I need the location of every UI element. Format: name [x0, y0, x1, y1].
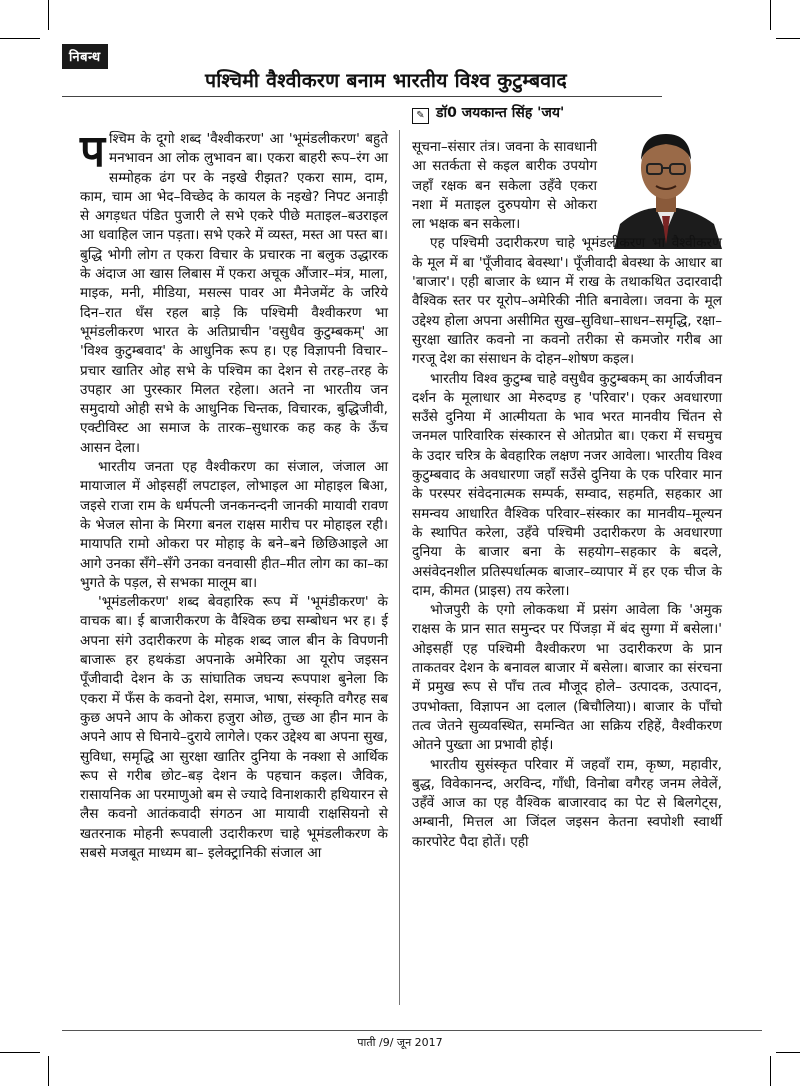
paragraph: भारतीय सुसंस्कृत परिवार में जहवाँ राम, कृष्ण, महावीर, बुद्ध, विवेकानन्द, अरविन्द, गाँधी, विनोबा वगैरह जनम लेवेलें, उहँवें आज का एह वैश्विक बाजारवाद का पेट से बिलगेट्स, अम्बानी, मित्तल आ जिंदल जइसन केतना स्वपोशी स्वार्थी कारपोरेट पैदा होतें। एही	[412, 756, 722, 850]
pen-icon: ✎	[412, 108, 429, 124]
crop-mark	[776, 1052, 800, 1053]
paragraph: भोजपुरी के एगो लोककथा में प्रसंग आवेला कि 'अमुक राक्षस के प्रान सात समुन्दर पर पिंजड़ा में बंद सुग्गा में बसेला।' ओइसहीं एह पश्चिमी वैश्वीकरण भा उदारीकरण के प्रान ताकतवर देशन के बनावल बाजार में बसेला। बाजार का संरचना में प्रमुख रूप से पाँच तत्व मौजूद होले– उत्पादक, उत्पादन, उपभोक्ता, विज्ञापन आ दलाल (बिचौलिया)। बाजार के पाँचो तत्व जेतने सुव्यवस्थित, समन्वित आ सक्रिय रहिहें, वैश्वीकरण ओतने पुख्ता आ प्रभावी होई।	[412, 602, 722, 754]
section-tag: निबन्ध	[62, 44, 108, 69]
column-divider	[399, 130, 400, 1005]
crop-mark	[0, 1052, 40, 1053]
paragraph: सूचना–संसार तंत्र। जवना के सावधानी आ सतर्कता से कइल बारीक उपयोग जहाँ रक्षक बन सकेला उहँवे एकरा नशा में मताइल दुरुपयोग से ओकरा ला भक्षक बन सकेला।	[412, 139, 597, 233]
crop-mark	[48, 0, 49, 30]
crop-mark	[48, 1056, 49, 1086]
paragraph: पश्चिम के दूगो शब्द 'वैश्वीकरण' आ 'भूमंडलीकरण' बहुते मनभावन आ लोक लुभावन बा। एकरा बाहरी रूप–रंग आ सम्मोहक ढंग पर के नइखे रीझत? एकरा साम, दाम, काम, चाम आ भेद–विच्छेद के कायल के नइखे? निपट अनाड़ी से अगड़धत पंडित पुजारी ले सभे एकरे पीछे मताइल–बउराइल आ धवाहिल जान पड़ता। सभे एकरे में व्यस्त, मस्त आ पस्त बा। बुद्धि भोगी लोग त एकरा विचार के प्रचारक ना बलुक उद्धारक के अंदाज आ खास लिबास में एकरा अचूक औंजार–मंत्र, माला, माइक, मनी, मीडिया, मसल्स पावर आ मैनेजमेंट के जरिये दिन–रात धँस रहल बाड़े कि पश्चिमी वैश्वीकरण भा भूमंडलीकरण भारत के अतिप्राचीन 'वसुधैव कुटुम्बकम्' आ 'विश्व कुटुम्बवाद' के आधुनिक रूप ह। एह विज्ञापनी विचार–प्रचार खातिर ओह सभे के पश्चिम का देशन से तरह–तरह के उपहार आ पुरस्कार मिलत रहेला। अतने ना भारतीय जन समुदायो ओही सभे के आधुनिक चिन्तक, विचारक, बुद्धिजीवी, एक्टीविस्ट आ समाज के तारक–सुधारक कह कह के ऊँच आसन देला।	[80, 126, 388, 456]
right-column	[412, 138, 722, 852]
paragraph: भारतीय जनता एह वैश्वीकरण का संजाल, जंजाल आ मायाजाल में ओइसहीं लपटाइल, लोभाइल आ मोहाइल बिआ, जइसे राजा राम के धर्मपत्नी जनकनन्दनी जानकी मायावी रावण के भेजल सोना के मिरगा बनल राक्षस मारीच पर मोहाइल रही। मायापति रामो ओकरा पर मोहाइ के बने–बने छिछिआइले आ आगे उनका सँगे–सँगे उनका वनवासी हीत–मीत लोग का का–का भुगते के पड़ल, से सभका मालूम बा।	[80, 459, 388, 591]
crop-mark	[776, 38, 800, 39]
paragraph: भारतीय विश्व कुटुम्ब चाहे वसुधैव कुटुम्बकम् का आर्यजीवन दर्शन के मूलाधार आ मेरुदण्ड ह 'परिवार'। एकर अवधारणा सउँसे दुनिया में आत्मीयता के भाव भरत मानवीय चिंतन से जनमल पारिवारिक संस्कारन से ओतप्रोत बा। एकरा में सचमुच के उदार चरित्र के बेवहारिक लक्षण नजर आवेला। भारतीय विश्व कुटुम्बवाद के अवधारणा जहाँ सउँसे दुनिया के एक परिवार मान के परस्पर संवेदनात्मक सम्पर्क, सम्वाद, सहमति, सहकार आ समन्वय आधारित वैश्विक परिवार–संस्कार का मानवीय–मूल्यन के स्थापित करेला, उहँवे पश्चिमी उदारीकरण के अवधारणा दुनिया के बाजार बना के सहयोग–सहकार के बदले, असंवेदनशील प्रतिस्पर्धात्मक बाजार–व्यापार में हर एक चीज के दाम, कीमत (प्राइस) तय करेला।	[412, 370, 722, 599]
article-title: पश्चिमी वैश्वीकरण बनाम भारतीय विश्व कुटुम्बवाद	[205, 69, 567, 92]
left-column	[80, 126, 388, 863]
crop-mark	[0, 38, 40, 39]
drop-cap: प	[80, 126, 105, 177]
crop-mark	[770, 0, 771, 30]
footer-rule	[62, 1030, 762, 1031]
crop-mark	[770, 1056, 771, 1086]
author-byline	[412, 103, 564, 124]
paragraph: एह पश्चिमी उदारीकरण चाहे भूमंडलीकरण भा वैश्वीकरण के मूल में बा 'पूँजीवाद बेवस्था'। पूँजीवादी बेवस्था के आधार बा 'बाजार'। एही बाजार के ध्यान में राख के तथाकथित उदारवादी वैश्विक स्तर पर यूरोप–अमेरिकी नीति बनावेला। जवना के मूल उद्देश्य होला अपना असीमित सुख–सुविधा–साधन–समृद्धि, रक्षा–सुरक्षा खातिर कवनो ना कवनो तरीका से कमजोर गरीब आ गरजू देश का संसाधन के दोहन–शोषण कइल।	[412, 235, 722, 368]
author-name: डॉ0 जयकान्त सिंह 'जय'	[436, 105, 565, 121]
page-footer: पाती /9/ जून 2017	[357, 1036, 443, 1049]
paragraph: 'भूमंडलीकरण' शब्द बेवहारिक रूप में 'भूमंडीकरण' के वाचक बा। ई बाजारीकरण के वैश्विक छद्म सम्बोधन भर ह। ई अपना संगे उदारीकरण के मोहक शब्द जाल बीन के विपणनी बाजारू हर हथकंडा अपनाके अमेरिका आ यूरोप जइसन पूँजीवादी देशन के ऊ सांघातिक जघन्य रूपपाश बुनेला कि एकरा में फँस के कवनो देश, समाज, भाषा, संस्कृति वगैरह सब कुछ अपने आप के ओकरा हजुरा ओछ, तुच्छ आ हीन मान के अपने आप से घिनाये–दुराये लागेले। एकर उद्देश्य बा अपना सुख, सुविधा, समृद्धि आ सुरक्षा खातिर दुनिया के नक्शा से आर्थिक रूप से गरीब छोट–बड़ देशन के पहचान कइल। जैविक, रासायनिक आ परमाणुओ बम से ज्यादे विनाशकारी हथियारन से लैस कवनो आतंकवादी संगठन आ मायावी राक्षसियनो से खतरनाक मोहनी रूपवाली उदारीकरण चाहे भूमंडलीकरण के सबसे मजबूत माध्यम बा– इलेक्ट्रानिकी संजाल आ	[80, 594, 388, 861]
title-rule	[62, 96, 662, 97]
